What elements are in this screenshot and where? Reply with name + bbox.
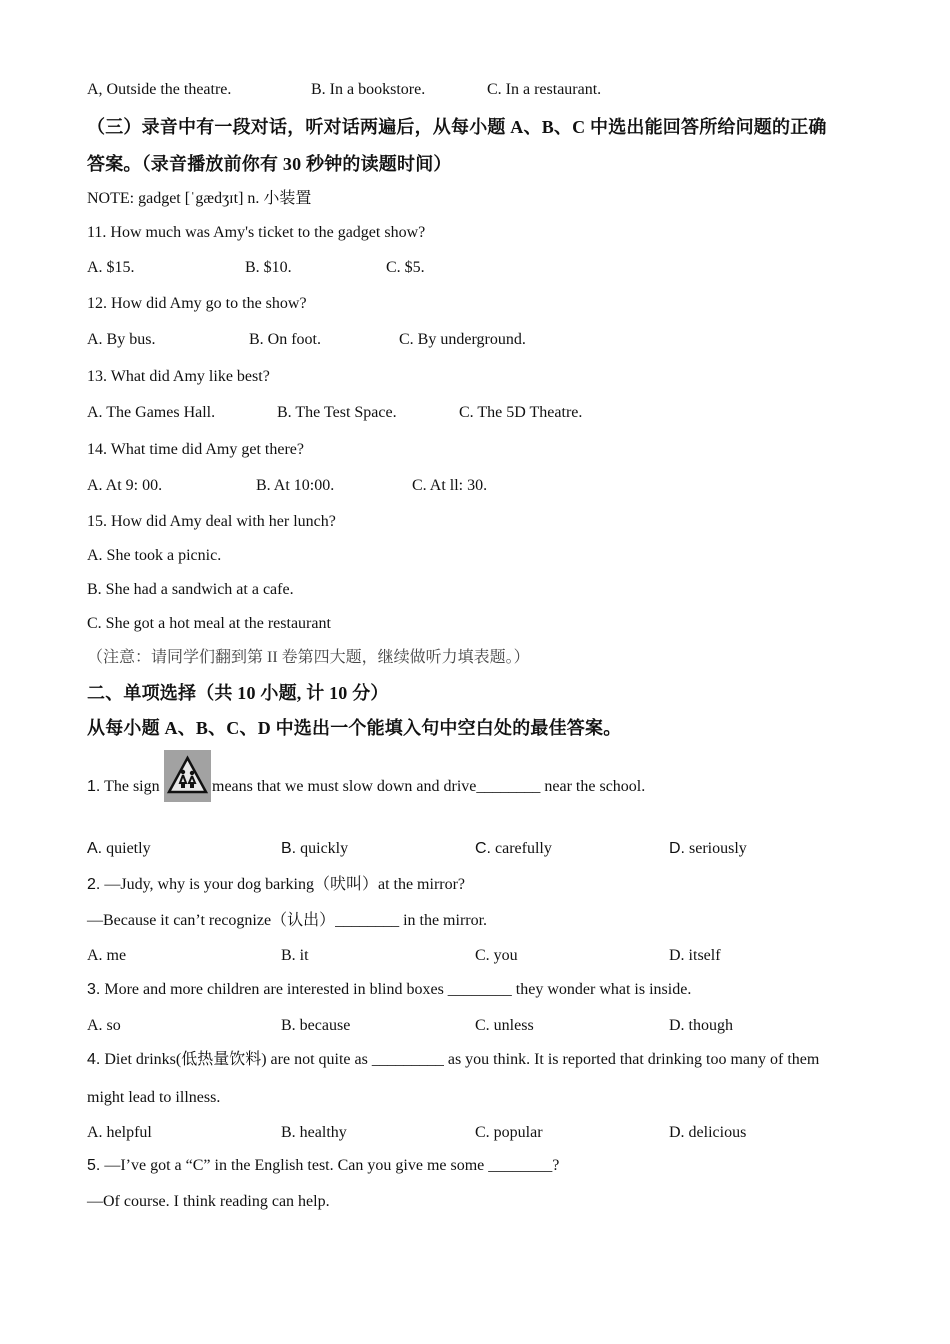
q2-option-c: C. you — [475, 947, 518, 964]
q15-option-a: A. She took a picnic. — [87, 547, 222, 564]
attention-note: （注意：请同学们翻到第 II 卷第四大题，继续做听力填表题。） — [87, 649, 530, 666]
q13-option-a: A. The Games Hall. — [87, 404, 216, 421]
option-b: B. In a bookstore. — [311, 81, 426, 98]
q13-option-c: C. The 5D Theatre. — [459, 404, 583, 421]
q14-option-c: C. At ll: 30. — [412, 477, 488, 494]
q4-option-b: B. healthy — [281, 1124, 347, 1141]
q3-option-d: D. though — [669, 1017, 733, 1034]
question-2-reply: —Because it can’t recognize（认出）________ in the mirror. — [87, 912, 488, 929]
vocab-note: NOTE: gadget [ˈgædʒɪt] n. 小装置 — [87, 190, 312, 207]
option-text: seriously — [689, 840, 747, 857]
question-13: 13. What did Amy like best? — [87, 368, 270, 385]
q3-option-c: C. unless — [475, 1017, 534, 1034]
q4-option-c: C. popular — [475, 1124, 543, 1141]
option-text: carefully — [495, 840, 552, 857]
q14-option-a: A. At 9: 00. — [87, 477, 163, 494]
section2-title: 二、单项选择（共 10 小题, 计 10 分） — [87, 683, 389, 703]
question-number: 2. — [87, 876, 101, 893]
q12-option-c: C. By underground. — [399, 331, 526, 348]
question-number: 1. — [87, 778, 101, 795]
section2-instruction: 从每小题 A、B、C、D 中选出一个能填入句中空白处的最佳答案。 — [87, 718, 622, 738]
question-number: 5. — [87, 1157, 101, 1174]
q15-option-c: C. She got a hot meal at the restaurant — [87, 615, 331, 632]
q1-option-b — [281, 839, 348, 859]
question-text: Diet drinks(低热量饮料) are not quite as _________ as you think. It is reported that drinking too many of them — [104, 1051, 820, 1068]
question-5-reply: —Of course. I think reading can help. — [87, 1193, 330, 1210]
q14-option-b: B. At 10:00. — [256, 477, 335, 494]
q15-option-b: B. She had a sandwich at a cafe. — [87, 581, 294, 598]
q1-option-c — [475, 839, 552, 859]
option-a: A, Outside the theatre. — [87, 81, 232, 98]
q3-option-a: A. so — [87, 1017, 121, 1034]
question-5 — [87, 1156, 559, 1176]
question-1 — [87, 777, 160, 797]
option-letter: A. — [87, 840, 103, 857]
option-text: quietly — [106, 840, 151, 857]
q11-option-c: C. $5. — [386, 259, 425, 276]
question-text: —Judy, why is your dog barking（吠叫）at the mirror? — [104, 876, 466, 893]
q2-option-b: B. it — [281, 947, 309, 964]
question-text: —I’ve got a “C” in the English test. Can you give me some ________? — [104, 1157, 560, 1174]
q2-option-d: D. itself — [669, 947, 721, 964]
q11-option-a: A. $15. — [87, 259, 135, 276]
question-text: More and more children are interested in blind boxes ________ they wonder what is inside. — [104, 981, 692, 998]
question-text-before: The sign — [104, 778, 160, 795]
question-15: 15. How did Amy deal with her lunch? — [87, 513, 336, 530]
question-number: 3. — [87, 981, 101, 998]
q4-option-a: A. helpful — [87, 1124, 152, 1141]
option-letter: C. — [475, 840, 491, 857]
section-instruction-line1: （三）录音中有一段对话，听对话两遍后，从每小题 A、B、C 中选出能回答所给问题的正确 — [87, 117, 827, 137]
q1-option-d — [669, 839, 747, 859]
school-crossing-sign-image — [164, 750, 211, 802]
question-4-continued: might lead to illness. — [87, 1089, 221, 1106]
question-number: 4. — [87, 1051, 101, 1068]
question-4 — [87, 1050, 819, 1070]
q1-option-a — [87, 839, 151, 859]
q12-option-a: A. By bus. — [87, 331, 156, 348]
option-text: quickly — [300, 840, 349, 857]
q12-option-b: B. On foot. — [249, 331, 321, 348]
q13-option-b: B. The Test Space. — [277, 404, 397, 421]
question-text-after: means that we must slow down and drive________ near the school. — [212, 778, 646, 795]
option-letter: D. — [669, 840, 685, 857]
section-instruction-line2: 答案。（录音播放前你有 30 秒钟的读题时间） — [87, 154, 452, 174]
q3-option-b: B. because — [281, 1017, 351, 1034]
question-12: 12. How did Amy go to the show? — [87, 295, 307, 312]
question-14: 14. What time did Amy get there? — [87, 441, 304, 458]
warning-triangle-icon — [164, 750, 211, 802]
question-3 — [87, 980, 691, 1000]
q11-option-b: B. $10. — [245, 259, 292, 276]
question-2 — [87, 875, 465, 895]
option-c: C. In a restaurant. — [487, 81, 602, 98]
option-letter: B. — [281, 840, 297, 857]
question-11: 11. How much was Amy's ticket to the gadget show? — [87, 224, 426, 241]
q4-option-d: D. delicious — [669, 1124, 747, 1141]
q2-option-a: A. me — [87, 947, 127, 964]
